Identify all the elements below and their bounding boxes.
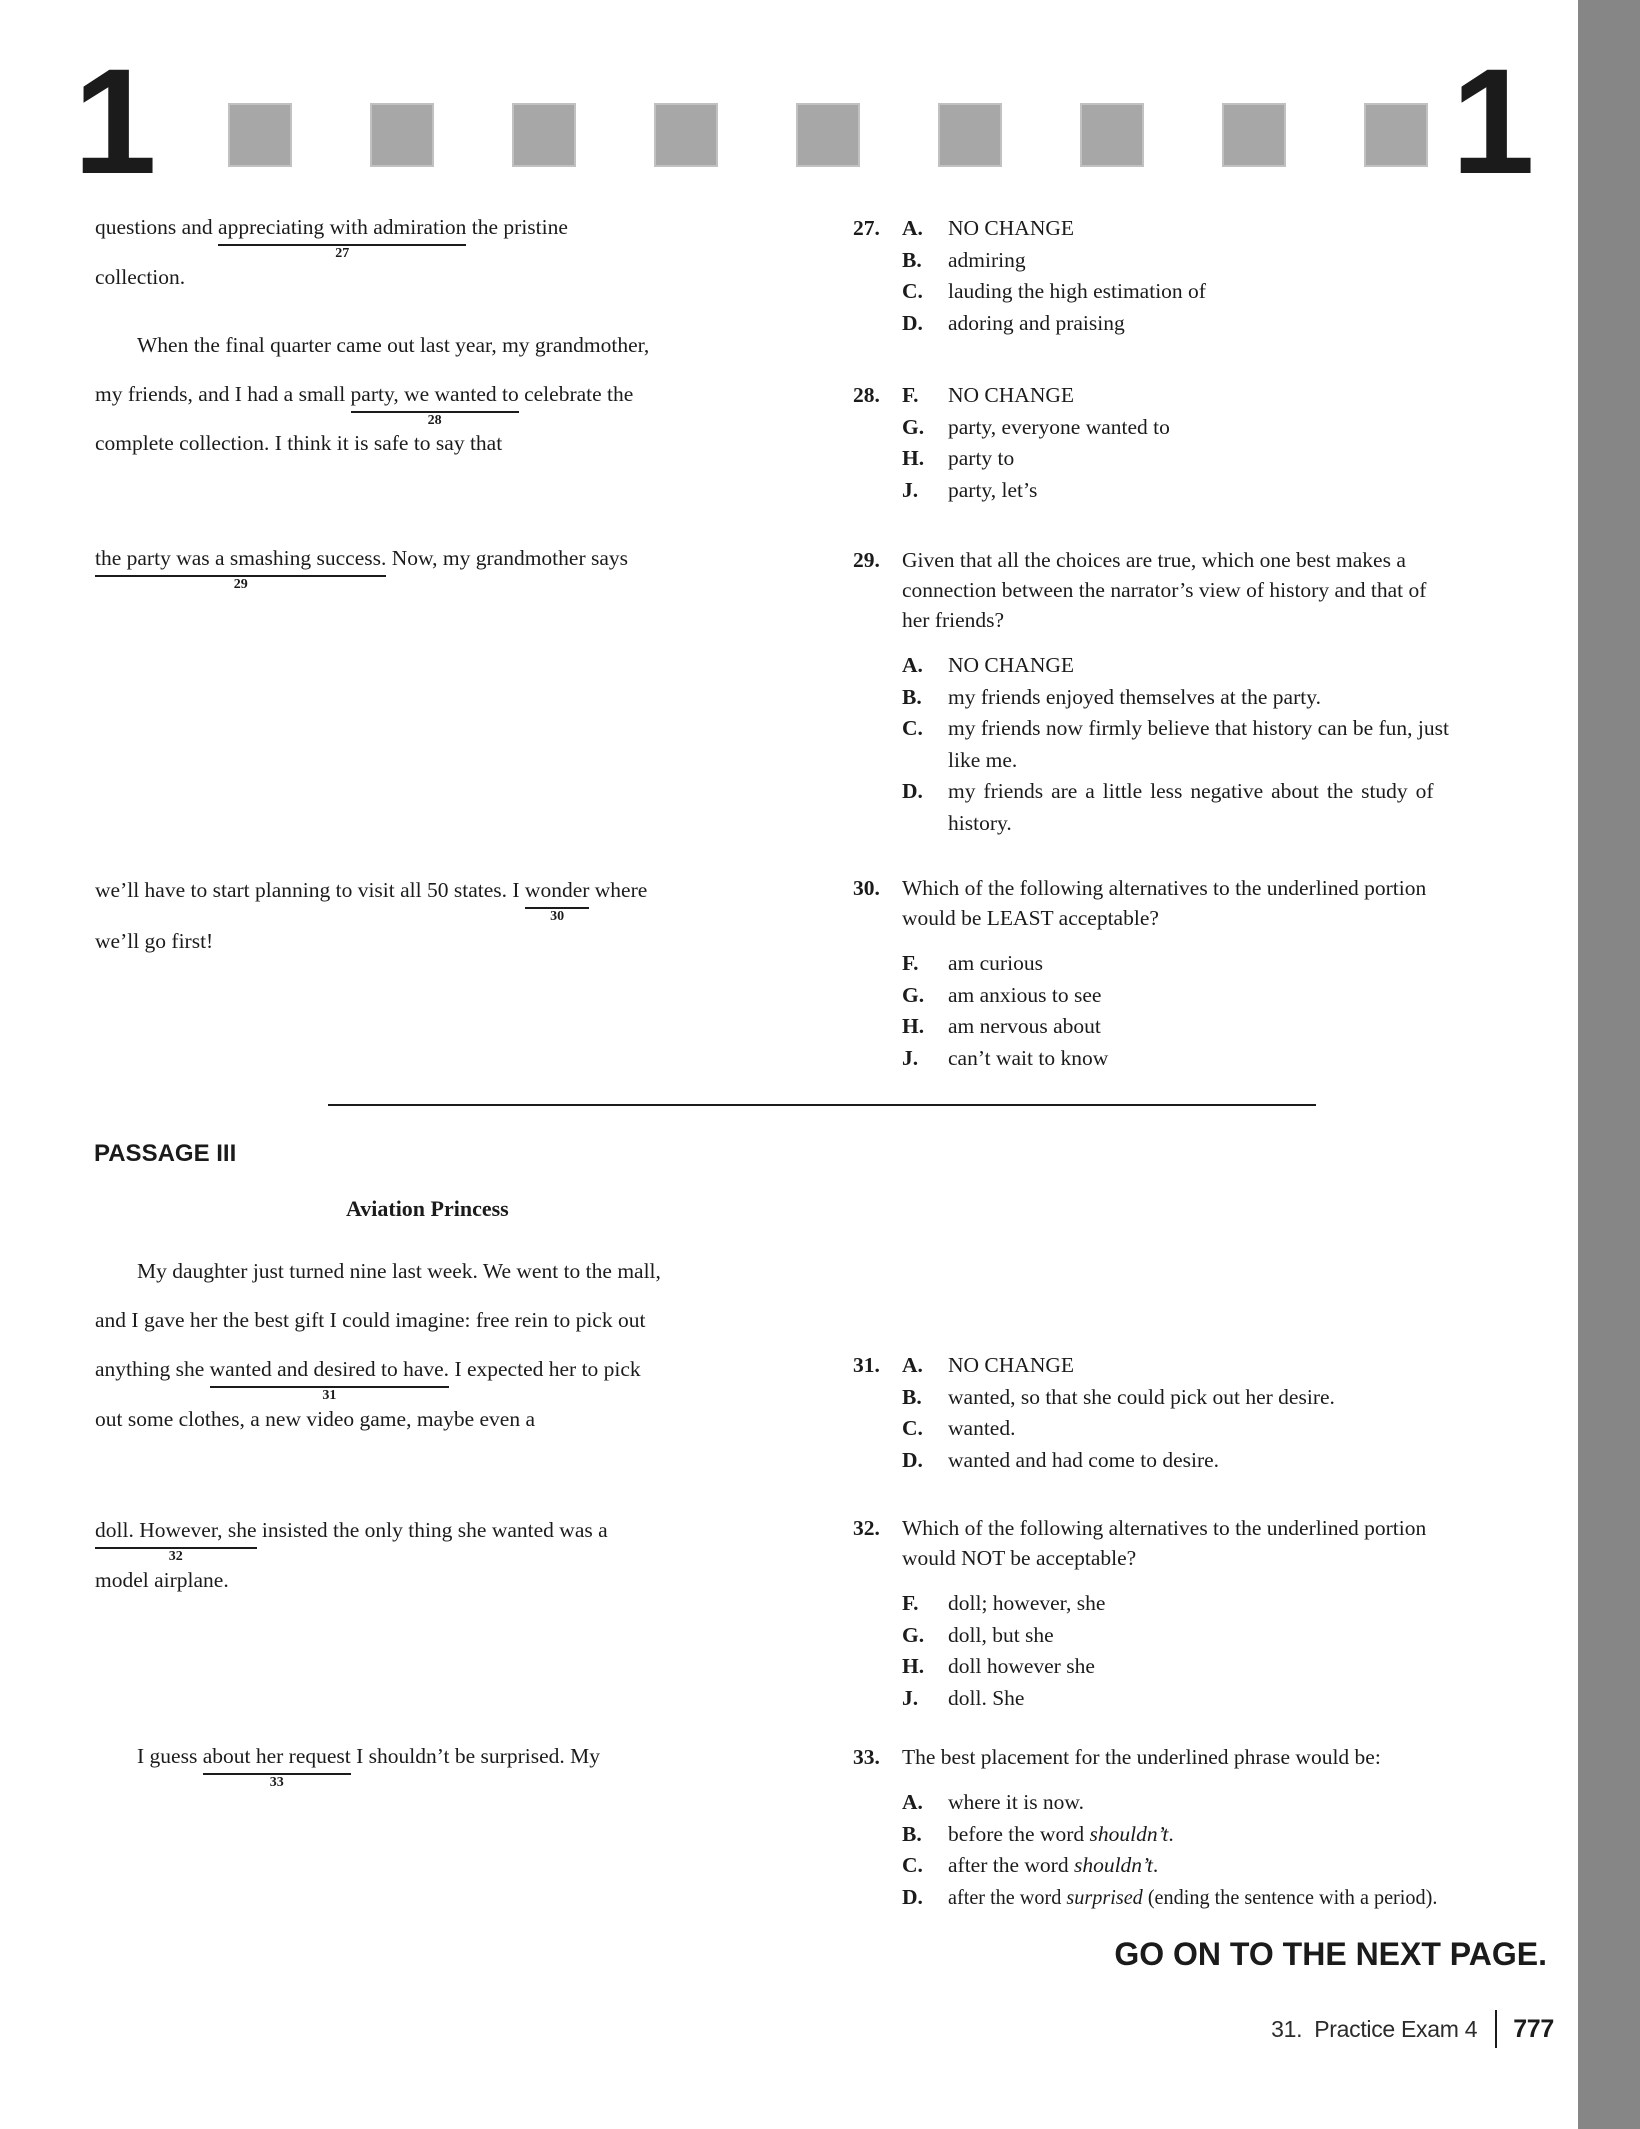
passage-text-segment: shouldn’t — [1073, 1853, 1153, 1877]
answer-option — [902, 1787, 1469, 1819]
option-text-line — [948, 980, 1426, 1012]
passage-text-segment: anything she — [95, 1357, 210, 1381]
option-text-line — [948, 776, 1449, 808]
passage-text-segment: we’ll go first! — [95, 929, 214, 953]
option-letter: G. — [902, 1622, 925, 1647]
passage-text-segment: party, everyone wanted to — [948, 414, 1170, 439]
passage-line — [95, 1567, 229, 1593]
answer-options — [902, 1787, 1469, 1913]
passage-text-segment: before the word — [948, 1821, 1090, 1846]
option-letter: H. — [902, 446, 925, 470]
option-letter: F. — [902, 951, 919, 975]
passage-text-segment: shouldn’t — [1089, 1821, 1169, 1846]
passage-text-segment: after the word — [948, 1884, 1067, 1909]
option-text-line — [948, 245, 1206, 277]
passage-text-segment: am anxious to see — [948, 982, 1102, 1007]
option-letter: A. — [902, 1353, 923, 1377]
option-letter: J. — [902, 1685, 919, 1710]
passage-text-segment: (ending the sentence with a period). — [1142, 1884, 1438, 1909]
passage-line — [95, 1307, 645, 1333]
passage-line — [95, 264, 185, 290]
answer-option — [902, 682, 1449, 714]
option-text — [948, 1382, 1335, 1414]
footer-section-number: 31. — [1271, 2015, 1303, 2042]
answer-options — [902, 380, 1170, 506]
option-letter: G. — [902, 414, 925, 439]
question — [853, 873, 1426, 1074]
option-letter: C. — [902, 1416, 923, 1440]
passage-line — [137, 1743, 600, 1790]
option-text — [948, 1043, 1426, 1075]
passage-text-segment: history. — [948, 810, 1012, 835]
option-text-line — [948, 380, 1170, 412]
header-square — [512, 103, 576, 167]
question — [853, 1513, 1426, 1714]
passage-text-segment: after the word — [948, 1853, 1074, 1877]
header-square — [938, 103, 1002, 167]
answer-option — [902, 1350, 1335, 1382]
option-text-line — [948, 443, 1170, 475]
passage-text-segment: party, let’s — [948, 477, 1038, 502]
option-text — [948, 1620, 1426, 1652]
passage-text-segment: am nervous about — [948, 1014, 1101, 1038]
option-letter: D. — [902, 1884, 923, 1909]
question-ref-number: 29 — [233, 577, 248, 592]
question — [853, 213, 1206, 339]
passage-text-segment: Now, my grandmother says — [386, 546, 629, 570]
passage-text-segment: like me. — [948, 747, 1018, 772]
passage-text-segment: surprised — [1066, 1884, 1143, 1909]
underlined-portion: doll. However, she 32 — [95, 1518, 257, 1564]
answer-option — [902, 980, 1426, 1012]
passage-text-segment: my friends are a little less negative about the study of — [948, 779, 1434, 803]
answer-option — [902, 948, 1426, 980]
section-divider — [328, 1104, 1316, 1106]
passage-text-segment: admiring — [948, 247, 1026, 272]
question-text-line: would NOT be acceptable? — [902, 1546, 1137, 1570]
question-content — [902, 1742, 1469, 1913]
question — [853, 545, 1449, 839]
option-text — [948, 650, 1449, 682]
underlined-portion: wonder 30 — [524, 878, 590, 924]
question-ref-number: 31 — [322, 1388, 337, 1403]
passage-line — [95, 877, 648, 924]
option-text-line — [948, 276, 1206, 308]
question-text-line: Given that all the choices are true, which one best makes a — [902, 548, 1406, 572]
question-text-line: connection between the narrator’s view of history and that of — [902, 578, 1427, 602]
option-text-line — [948, 1850, 1469, 1882]
option-text-line — [948, 412, 1170, 444]
option-letter: B. — [902, 1821, 922, 1846]
option-text — [948, 682, 1449, 714]
option-letter: G. — [902, 982, 925, 1007]
question-content — [902, 213, 1206, 339]
question-content — [902, 1513, 1426, 1714]
passage-text-segment: NO CHANGE — [948, 1353, 1075, 1377]
option-text — [948, 475, 1170, 507]
passage-text-segment: adoring and praising — [948, 310, 1125, 335]
option-letter: J. — [902, 1045, 919, 1070]
option-letter: A. — [902, 216, 923, 240]
option-text — [948, 213, 1206, 245]
answer-option — [902, 1882, 1469, 1914]
option-letter: C. — [902, 716, 923, 740]
option-text-line — [948, 1787, 1469, 1819]
question-ref-number: 30 — [550, 909, 565, 924]
answer-option — [902, 1445, 1335, 1477]
passage-text-segment: where — [589, 878, 648, 902]
option-text — [948, 713, 1449, 776]
option-text-line — [948, 1445, 1335, 1477]
answer-option — [902, 380, 1170, 412]
question-content — [902, 1350, 1335, 1476]
passage-text-segment: NO CHANGE — [948, 383, 1075, 407]
question-text-line: her friends? — [902, 608, 1005, 632]
passage-text-segment: party to — [948, 446, 1015, 470]
answer-option — [902, 1011, 1426, 1043]
header-square — [1080, 103, 1144, 167]
question-text-line: Which of the following alternatives to the underlined portion — [902, 1516, 1427, 1540]
passage-text-segment: doll. She — [948, 1685, 1025, 1710]
passage-text-segment: out some clothes, a new video game, maybe even a — [95, 1407, 536, 1431]
passage-text-segment: doll, but she — [948, 1622, 1054, 1647]
option-text — [948, 1850, 1469, 1882]
header-square — [796, 103, 860, 167]
answer-options — [902, 1588, 1426, 1714]
page-footer — [1271, 2010, 1554, 2048]
header-square — [1222, 103, 1286, 167]
option-text-line — [948, 682, 1449, 714]
answer-option — [902, 1850, 1469, 1882]
header-square — [654, 103, 718, 167]
option-text-line — [948, 308, 1206, 340]
option-letter: C. — [902, 1853, 923, 1877]
footer-divider-bar — [1495, 2010, 1497, 2048]
passage-text-segment: insisted the only thing she wanted was a — [256, 1518, 608, 1542]
option-text — [948, 412, 1170, 444]
answer-option — [902, 213, 1206, 245]
option-letter: C. — [902, 279, 923, 303]
option-letter: B. — [902, 247, 922, 272]
option-letter: D. — [902, 310, 923, 335]
answer-options — [902, 1350, 1335, 1476]
right-gray-bar — [1578, 0, 1640, 2129]
question-content — [902, 873, 1426, 1074]
option-letter: H. — [902, 1014, 925, 1038]
header-square — [1364, 103, 1428, 167]
passage-line — [95, 1406, 535, 1432]
option-text-line — [948, 1043, 1426, 1075]
option-text — [948, 1787, 1469, 1819]
answer-option — [902, 776, 1449, 839]
answer-options — [902, 948, 1426, 1074]
option-text — [948, 776, 1449, 839]
passage-text-segment: When the final quarter came out last year, my grandmother, — [137, 333, 650, 357]
option-text — [948, 245, 1206, 277]
option-text-line — [948, 745, 1449, 777]
option-text — [948, 980, 1426, 1012]
question-text-line: would be LEAST acceptable? — [902, 906, 1159, 930]
answer-option — [902, 443, 1170, 475]
answer-option — [902, 1620, 1426, 1652]
question-text-line: The best placement for the underlined phrase would be: — [902, 1745, 1381, 1769]
option-text — [948, 1350, 1335, 1382]
footer-page-number: 777 — [1513, 2014, 1554, 2043]
option-letter: H. — [902, 1654, 925, 1678]
question-ref-number: 27 — [335, 246, 350, 261]
option-text — [948, 308, 1206, 340]
question-number: 33. — [853, 1745, 880, 1769]
underlined-portion: the party was a smashing success. 29 — [95, 546, 387, 592]
page-header-digit-left: 1 — [73, 37, 157, 205]
answer-option — [902, 475, 1170, 507]
option-text — [948, 1445, 1335, 1477]
page-header-digit-right: 1 — [1451, 37, 1535, 205]
option-text — [948, 1413, 1335, 1445]
passage-text-segment: doll; however, she — [948, 1591, 1106, 1615]
question — [853, 1742, 1469, 1913]
answer-option — [902, 1043, 1426, 1075]
passage-text-segment: the pristine — [466, 215, 568, 239]
go-on-instruction: GO ON TO THE NEXT PAGE. — [1114, 1936, 1547, 1972]
passage-line — [95, 1517, 608, 1564]
question-text-line: Which of the following alternatives to the underlined portion — [902, 876, 1427, 900]
passage-line — [137, 332, 649, 358]
passage-line — [95, 381, 634, 428]
answer-option — [902, 1819, 1469, 1851]
option-text-line — [948, 713, 1449, 745]
passage-line — [95, 430, 502, 456]
answer-option — [902, 713, 1449, 776]
passage-text-segment: can’t wait to know — [948, 1045, 1109, 1070]
passage-text-segment: model airplane. — [95, 1568, 229, 1592]
passage-text-segment: complete collection. I think it is safe to say that — [95, 431, 503, 455]
option-text-line — [948, 650, 1449, 682]
passage-text-segment: collection. — [95, 265, 186, 289]
question-number: 29. — [853, 548, 880, 572]
answer-option — [902, 245, 1206, 277]
passage-text-segment: My daughter just turned nine last week. We went to the mall, — [137, 1259, 661, 1283]
question — [853, 380, 1170, 506]
passage-title: Aviation Princess — [346, 1196, 509, 1221]
passage-text-segment: my friends enjoyed themselves at the party. — [948, 684, 1321, 709]
option-text-line — [948, 1651, 1426, 1683]
option-text-line — [948, 1882, 1437, 1914]
answer-option — [902, 1588, 1426, 1620]
answer-options — [902, 650, 1449, 839]
passage-text-segment: celebrate the — [518, 382, 634, 406]
question-ref-number: 33 — [269, 1775, 284, 1790]
option-text — [948, 1683, 1426, 1715]
option-letter: J. — [902, 477, 919, 502]
option-text-line — [948, 808, 1449, 840]
passage-text-segment: and I gave her the best gift I could imagine: free rein to pick out — [95, 1308, 646, 1332]
passage-text-segment: I shouldn’t be surprised. My — [350, 1744, 600, 1768]
question-content — [902, 380, 1170, 506]
option-text — [948, 948, 1426, 980]
answer-option — [902, 1413, 1335, 1445]
answer-option — [902, 1651, 1426, 1683]
passage-text-segment: . — [1152, 1853, 1159, 1877]
answer-option — [902, 1683, 1426, 1715]
question-ref-number: 32 — [168, 1549, 183, 1564]
passage-text-segment: NO CHANGE — [948, 653, 1075, 677]
question-ref-number: 28 — [427, 413, 442, 428]
option-text — [948, 1882, 1469, 1914]
header-square — [370, 103, 434, 167]
footer-book-title: Practice Exam 4 — [1314, 2015, 1478, 2042]
question — [853, 1350, 1335, 1476]
question-number: 28. — [853, 383, 880, 407]
passage-text-segment: I expected her to pick — [449, 1357, 641, 1381]
underlined-portion: about her request 33 — [202, 1744, 351, 1790]
option-letter: A. — [902, 1790, 923, 1814]
passage-text-segment: doll however she — [948, 1654, 1095, 1678]
passage-text-segment: NO CHANGE — [948, 216, 1075, 240]
option-text — [948, 1819, 1469, 1851]
question-number: 27. — [853, 216, 880, 240]
answer-option — [902, 308, 1206, 340]
passage-text-segment: my friends, and I had a small — [95, 382, 351, 406]
passage-text-segment: my friends now firmly believe that history can be fun, just — [948, 716, 1449, 740]
option-text — [948, 276, 1206, 308]
underlined-portion: appreciating with admiration 27 — [218, 215, 467, 261]
passage-text-segment: where it is now. — [948, 1790, 1084, 1814]
option-letter: B. — [902, 684, 922, 709]
option-text-line — [948, 213, 1206, 245]
option-text — [948, 1651, 1426, 1683]
underlined-portion: wanted and desired to have. 31 — [209, 1357, 450, 1403]
passage-text-segment: wanted and had come to desire. — [948, 1447, 1220, 1472]
passage-text-segment: lauding the high estimation of — [948, 279, 1206, 303]
option-text-line — [948, 1350, 1335, 1382]
answer-option — [902, 650, 1449, 682]
option-text-line — [948, 1413, 1335, 1445]
passage-text-segment: am curious — [948, 951, 1043, 975]
option-text-line — [948, 948, 1426, 980]
question-number: 30. — [853, 876, 880, 900]
question-content — [902, 545, 1449, 839]
option-text-line — [948, 1620, 1426, 1652]
passage-line — [95, 214, 568, 261]
option-letter: F. — [902, 383, 919, 407]
underlined-portion: party, we wanted to 28 — [350, 382, 519, 428]
option-letter: D. — [902, 1447, 923, 1472]
option-text — [948, 443, 1170, 475]
option-text-line — [948, 1382, 1335, 1414]
option-text-line — [948, 1683, 1426, 1715]
passage-text-segment: wanted, so that she could pick out her desire. — [948, 1384, 1335, 1409]
answer-options — [902, 213, 1206, 339]
answer-option — [902, 1382, 1335, 1414]
passage-line — [95, 545, 629, 592]
passage-label: PASSAGE III — [94, 1140, 237, 1167]
passage-text-segment: . — [1168, 1821, 1174, 1846]
option-text — [948, 1588, 1426, 1620]
question-number: 32. — [853, 1516, 880, 1540]
option-letter: B. — [902, 1384, 922, 1409]
question-number: 31. — [853, 1353, 880, 1377]
passage-line — [95, 1356, 641, 1403]
option-text-line — [948, 1588, 1426, 1620]
option-letter: A. — [902, 653, 923, 677]
passage-text-segment: questions and — [95, 215, 219, 239]
answer-option — [902, 412, 1170, 444]
passage-line — [137, 1258, 661, 1284]
passage-line — [95, 928, 213, 954]
option-text-line — [948, 475, 1170, 507]
option-text-line — [948, 1819, 1469, 1851]
answer-option — [902, 276, 1206, 308]
option-text-line — [948, 1011, 1426, 1043]
option-text — [948, 1011, 1426, 1043]
option-letter: F. — [902, 1591, 919, 1615]
option-text — [948, 380, 1170, 412]
option-letter: D. — [902, 779, 923, 803]
passage-text-segment: wanted. — [948, 1416, 1016, 1440]
passage-text-segment: we’ll have to start planning to visit all 50 states. I — [95, 878, 525, 902]
passage-text-segment: I guess — [137, 1744, 203, 1768]
header-square — [228, 103, 292, 167]
